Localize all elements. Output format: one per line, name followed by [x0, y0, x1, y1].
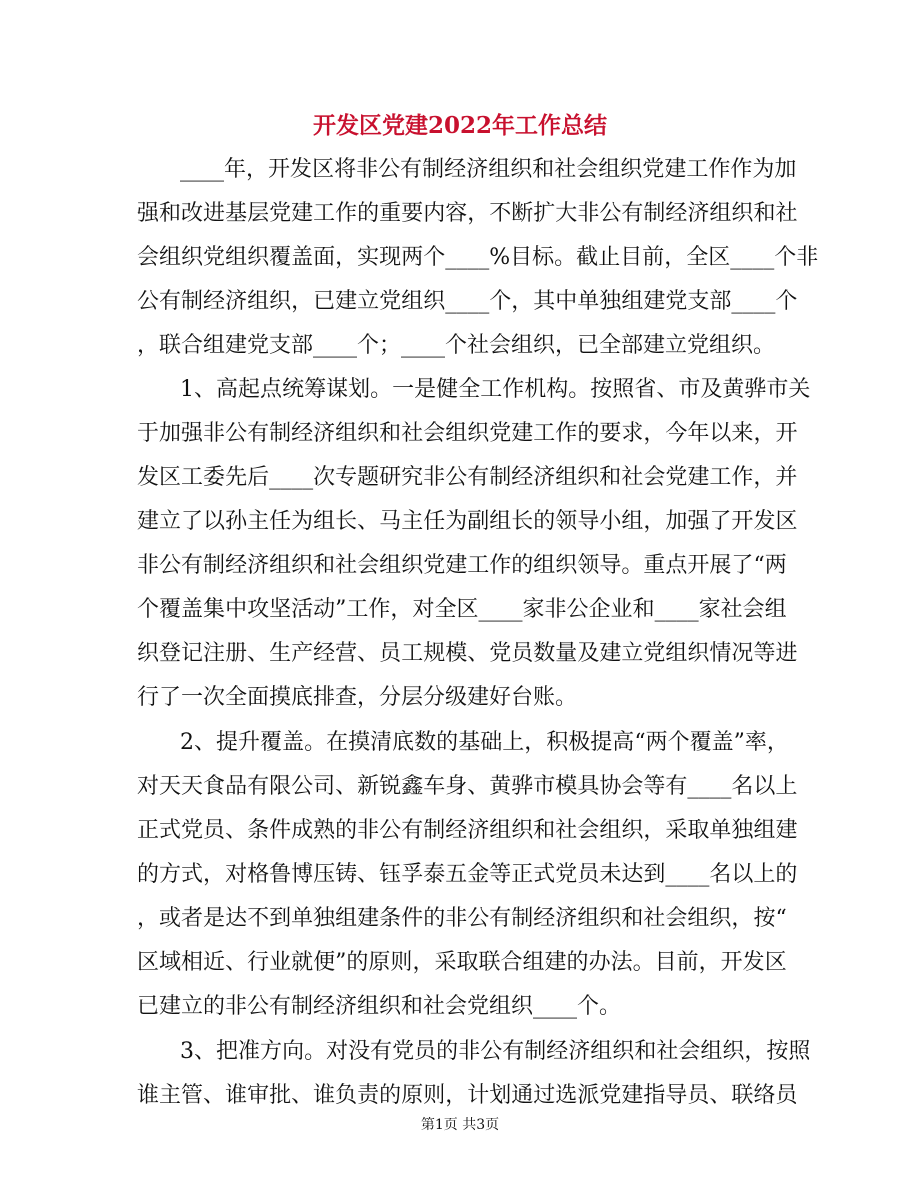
text-line: 对 天 天 食 品 有 限 公 司 、 新 锐 鑫 车 身 、 黄 骅 市 模 具 协 会 等 有 _ _ _ _ 名 以 上 [137, 774, 798, 799]
text-line: _ _ _ _ 年 ， 开 发 区 将 非 公 有 制 经 济 组 织 和 社 会 组 织 党 建 工 作 作 为 加 [180, 157, 797, 182]
text-line: 区 域 相 近 、 行 业 就 便 ” 的 原 则 ， 采 取 联 合 组 建 的 办 法 。 目 前 ， 开 发 区 [137, 950, 787, 975]
text-line: 行了一次全面摸底排查，分层分级建好台账。 [137, 685, 578, 710]
text-line: 的 方 式 ， 对 格 鲁 博 压 铸 、 钰 孚 泰 五 金 等 正 式 党 员 未 达 到 _ _ _ _ 名 以 上 的 [137, 862, 798, 887]
text-line: 1 、 高 起 点 统 筹 谋 划 。 一 是 健 全 工 作 机 构 。 按 照 省 、 市 及 黄 骅 市 关 [180, 377, 811, 402]
text-line: ， 或 者 是 达 不 到 单 独 组 建 条 件 的 非 公 有 制 经 济 组 织 和 社 会 组 织 ， 按 “ [137, 906, 787, 931]
text-line: 3 、 把 准 方 向 。 对 没 有 党 员 的 非 公 有 制 经 济 组 织 和 社 会 组 织 ， 按 照 [180, 1039, 811, 1064]
text-line: 已建立的非公有制经济组织和社会党组织____个。 [137, 994, 622, 1019]
page-number-footer: 第1页 共3页 [420, 1117, 500, 1133]
text-line: 于 加 强 非 公 有 制 经 济 组 织 和 社 会 组 织 党 建 工 作 的 要 求 ， 今 年 以 来 ， 开 [137, 421, 798, 446]
text-line: 织 登 记 注 册 、 生 产 经 营 、 员 工 规 模 、 党 员 数 量 及 建 立 党 组 织 情 况 等 进 [137, 641, 798, 666]
text-line: 建 立 了 以 孙 主 任 为 组 长 、 马 主 任 为 副 组 长 的 领 导 小 组 ， 加 强 了 开 发 区 [137, 509, 798, 534]
text-line: 个 覆 盖 集 中 攻 坚 活 动 ” 工 作 ， 对 全 区 _ _ _ _ 家 非 公 企 业 和 _ _ _ _ 家 社 会 组 [137, 597, 787, 622]
text-line: 非 公 有 制 经 济 组 织 和 社 会 组 织 党 建 工 作 的 组 织 领 导 。 重 点 开 展 了 “ 两 [137, 553, 787, 578]
text-line: ，联合组建党支部____个；____个社会组织，已全部建立党组织。 [137, 333, 776, 358]
text-line: 公 有 制 经 济 组 织 ， 已 建 立 党 组 织 _ _ _ _ 个 ， 其 中 单 独 组 建 党 支 部 _ _ _ _ 个 [137, 289, 798, 314]
text-line: 2 、 提 升 覆 盖 。 在 摸 清 底 数 的 基 础 上 ， 积 极 提 高 “ 两 个 覆 盖 ” 率 ， [180, 730, 789, 755]
text-line: 会 组 织 党 组 织 覆 盖 面 ， 实 现 两 个 _ _ _ _ % 目 标 。 截 止 目 前 ， 全 区 _ _ _ _ 个 非 [137, 245, 819, 270]
text-line: 谁 主 管 、 谁 审 批 、 谁 负 责 的 原 则 ， 计 划 通 过 选 派 党 建 指 导 员 、 联 络 员 [137, 1083, 798, 1108]
text-line: 正 式 党 员 、 条 件 成 熟 的 非 公 有 制 经 济 组 织 和 社 会 组 织 ， 采 取 单 独 组 建 [137, 818, 798, 843]
document-title: 开发区党建2022年工作总结 [312, 112, 607, 139]
text-line: 强 和 改 进 基 层 党 建 工 作 的 重 要 内 容 ， 不 断 扩 大 非 公 有 制 经 济 组 织 和 社 [137, 201, 798, 226]
text-line: 发 区 工 委 先 后 _ _ _ _ 次 专 题 研 究 非 公 有 制 经 济 组 织 和 社 会 党 建 工 作 ， 并 [137, 465, 798, 490]
